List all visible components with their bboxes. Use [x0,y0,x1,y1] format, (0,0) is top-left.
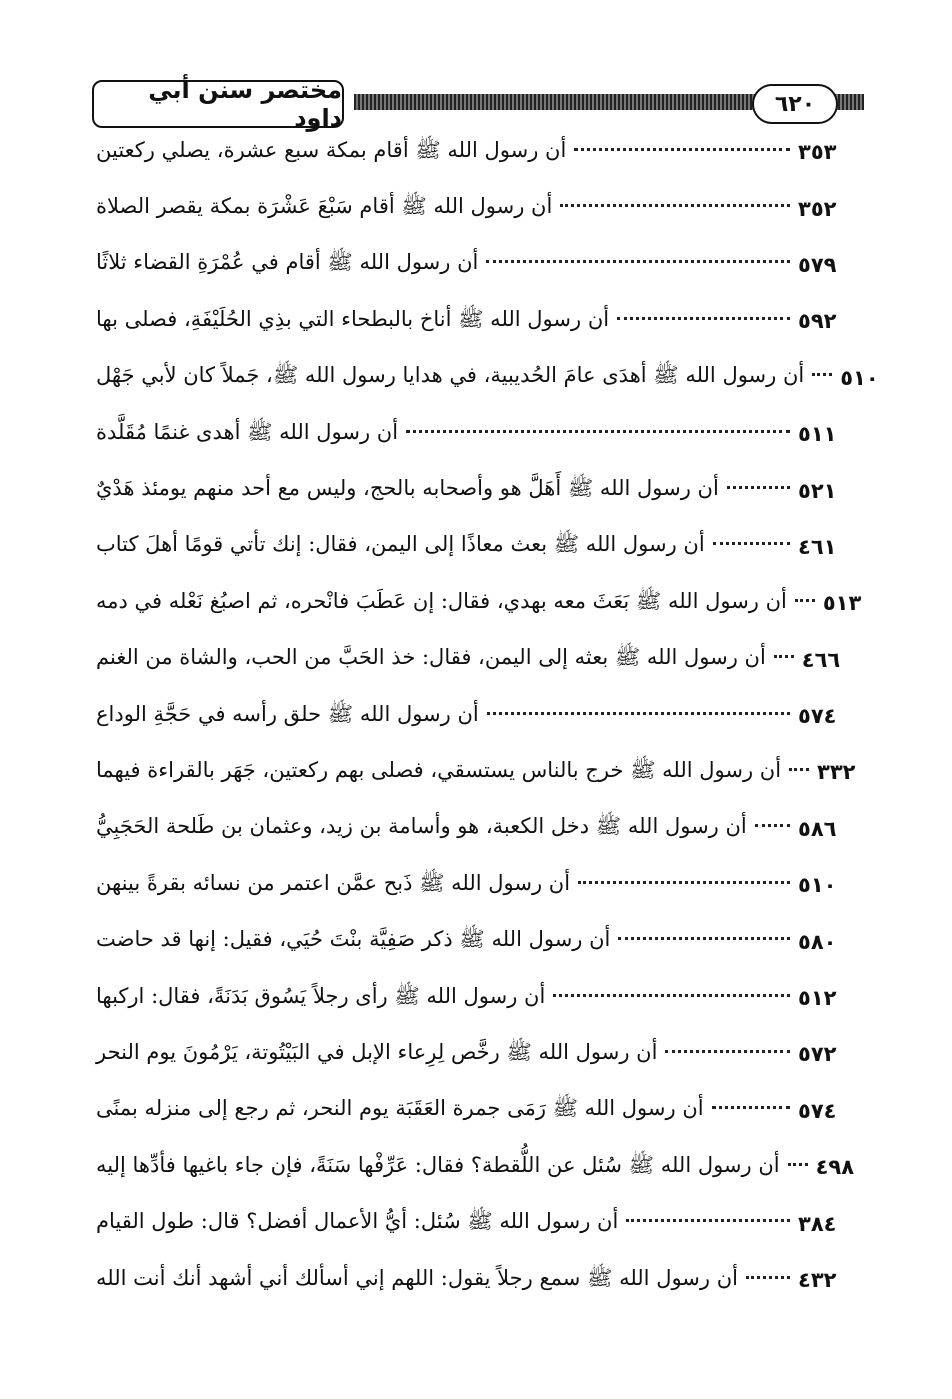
entry-page-number: ٥٨٦ [798,816,837,841]
entry-text: أن رسول الله ﷺ أهدى غنمًا مُقَلَّدة [96,419,399,444]
leader-dots [788,1163,808,1166]
index-entry [96,857,868,913]
entry-text: أن رسول الله ﷺ سُئل عن اللُّقطة؟ فقال: عَرِّفْها سَنَةً، فإن جاء باغيها فأدِّها إليه [96,1152,780,1177]
entry-text: أن رسول الله ﷺ ذَبح عمَّن اعتمر من نسائه بقرةً بينهن [96,870,571,895]
entry-page-number: ٥٧٤ [798,1098,837,1123]
entry-text: أن رسول الله ﷺ رَمَى جمرة العَقَبَة يوم النحر، ثم رجع إلى منزله بمنًى [96,1096,704,1121]
book-title: مختصر سنن أبي داود [92,80,344,128]
index-entry [96,1083,868,1139]
leader-dots [574,148,790,151]
index-entry [96,1139,868,1195]
entry-page-number: ٥٧٢ [798,1042,837,1067]
index-entry [96,801,868,857]
index-entry [96,913,868,969]
leader-dots [713,542,790,545]
index-entry [96,237,868,293]
entry-text: أن رسول الله ﷺ رخَّص لِرِعاء الإبل في البَيْتُوتة، يَرْمُونَ يوم النحر [96,1039,658,1064]
index-entry [96,350,879,406]
entry-page-number: ٥٧٩ [798,252,837,277]
index-entry [96,688,868,744]
entry-page-number: ٣٨٤ [798,1211,837,1236]
index-entry [96,1195,868,1251]
index-entry [96,180,868,236]
entry-page-number: ٥٢١ [798,478,837,503]
leader-dots [789,768,809,771]
index-entry [96,406,868,462]
entry-text: أن رسول الله ﷺ أقام في عُمْرَةِ القضاء ثلاثًا [96,250,479,275]
entry-text: أن رسول الله ﷺ بعثه إلى اليمن، فقال: خذ الحَبَّ من الحب، والشاة من الغنم [96,645,766,670]
index-list [96,124,879,1308]
leader-dots [774,655,794,658]
leader-dots [618,937,790,940]
entry-text: أن رسول الله ﷺ ذكر صَفِيَّة بنْتَ حُيَي، فقيل: إنها قد حاضت [96,927,611,952]
leader-dots [617,317,790,320]
page-header [92,76,868,132]
index-entry [96,1026,868,1082]
entry-page-number: ٣٥٣ [798,140,837,165]
leader-dots [712,1106,790,1109]
entry-text: أن رسول الله ﷺ رأى رجلاً يَسُوق بَدَنَةً، فقال: اركبها [96,983,546,1008]
leader-dots [487,712,790,715]
entry-page-number: ٥١٣ [822,591,862,616]
entry-text: أن رسول الله ﷺ دخل الكعبة، هو وأسامة بن زيد، وعثمان بن طَلحة الحَجَبِيُّ [96,814,747,839]
entry-page-number: ٣٣٢ [817,760,856,785]
leader-dots [727,486,790,489]
index-entry [96,124,868,180]
index-entry [96,632,868,688]
entry-text: أن رسول الله ﷺ أناخ بالبطحاء التي بذِي الحُلَيْفَةِ، فصلى بها [96,306,610,331]
leader-dots [486,260,790,263]
leader-dots [553,994,790,997]
entry-text: أن رسول الله ﷺ أهدَى عامَ الحُديبية، في هدايا رسول الله ﷺ، جَملاً كان لأبي جَهْل [96,363,805,388]
entry-text: أن رسول الله ﷺ أَهَلَّ هو وأصحابه بالحج، وليس مع أحد منهم يومئذ هَدْيٌ [96,476,719,501]
leader-dots [560,204,790,207]
entry-text: أن رسول الله ﷺ حلق رأسه في حَجَّةِ الوداع [96,701,479,726]
entry-page-number: ٤٦٦ [801,647,841,672]
index-entry [96,575,868,631]
entry-text: أن رسول الله ﷺ أقام بمكة سبع عشرة، يصلي ركعتين [96,137,567,162]
entry-text: أن رسول الله ﷺ بعث معاذًا إلى اليمن، فقال: إنك تأتي قومًا أهلَ كتاب [96,532,705,557]
entry-page-number: ٥٨٠ [798,929,837,954]
leader-dots [746,1276,790,1279]
entry-text: أن رسول الله ﷺ خرج بالناس يستسقي، فصلى بهم ركعتين، جَهَر بالقراءة فيهما [96,757,782,782]
leader-dots [812,373,832,376]
entry-page-number: ٥١١ [798,422,837,447]
index-entry [96,1252,868,1308]
entry-page-number: ٤٦١ [798,534,837,559]
leader-dots [626,1219,790,1222]
leader-dots [795,599,815,602]
entry-text: أن رسول الله ﷺ سُئل: أيُّ الأعمال أفضل؟ قال: طول القيام [96,1209,619,1234]
index-entry [96,970,868,1026]
leader-dots [755,824,790,827]
entry-page-number: ٥٧٤ [798,704,837,729]
index-entry [96,293,868,349]
entry-page-number: ٤٣٢ [798,1268,837,1292]
entry-page-number: ٣٥٢ [798,196,837,221]
leader-dots [665,1050,790,1053]
entry-text: أن رسول الله ﷺ بَعَثَ معه بهدي، فقال: إن عَطَبَ فانْحره، ثم اصبُغ نَعْله في دمه [96,588,787,613]
entry-page-number: ٥١٠ [798,873,837,898]
entry-text: أن رسول الله ﷺ أقام سَبْعَ عَشْرَة بمكة يقصر الصلاة [96,194,553,219]
leader-dots [406,430,790,433]
index-entry [96,462,868,518]
index-entry [96,519,868,575]
entry-page-number: ٥٩٢ [798,309,837,334]
page-number: ٦٢٠ [752,84,838,124]
index-entry [96,744,868,800]
entry-page-number: ٤٩٨ [815,1155,855,1180]
entry-page-number: ٥١٢ [798,986,837,1011]
entry-text: أن رسول الله ﷺ سمع رجلاً يقول: اللهم إني أسألك أني أشهد أنك أنت الله [96,1265,738,1290]
entry-page-number: ٥١٠ [840,365,879,390]
leader-dots [578,881,790,884]
